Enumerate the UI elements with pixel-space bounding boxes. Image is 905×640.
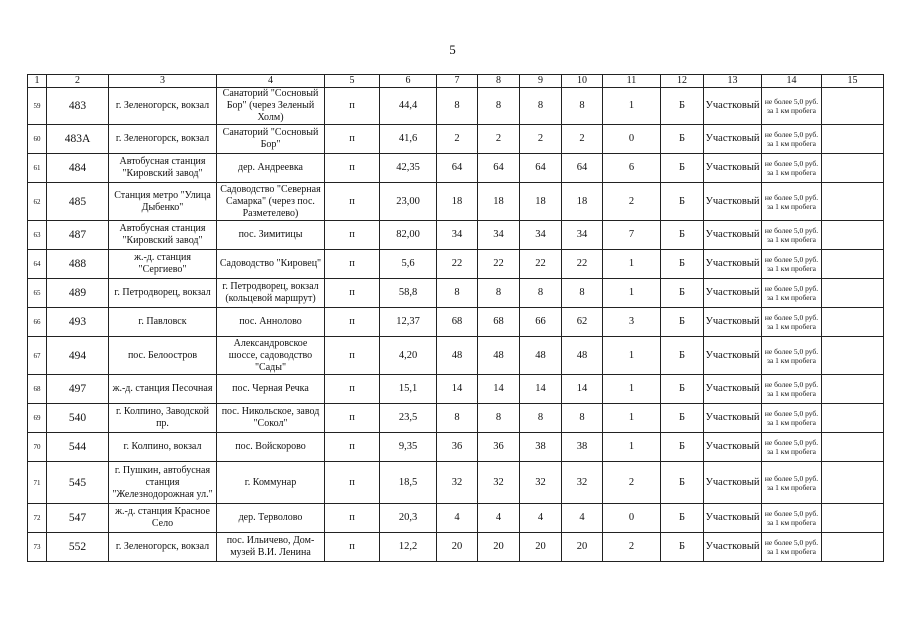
table-cell: Участковый	[704, 404, 762, 433]
table-cell: 64	[28, 250, 47, 279]
table-cell: не более 5,0 руб. за 1 км пробега	[762, 125, 822, 154]
table-cell: 18	[520, 183, 562, 221]
table-cell: 2	[603, 183, 661, 221]
table-cell: 488	[47, 250, 109, 279]
table-cell: 8	[437, 279, 478, 308]
table-cell: 4	[478, 504, 520, 533]
table-cell: Садоводство "Северная Самарка" (через пос. Разметелево)	[217, 183, 325, 221]
table-cell	[822, 504, 884, 533]
table-cell: 2	[562, 125, 603, 154]
table-cell: 7	[603, 221, 661, 250]
table-cell: п	[325, 183, 380, 221]
table-cell: п	[325, 337, 380, 375]
header-row	[28, 75, 884, 88]
table-cell: п	[325, 125, 380, 154]
table-cell	[822, 375, 884, 404]
table-cell: 547	[47, 504, 109, 533]
table-cell: 23,00	[380, 183, 437, 221]
table-cell: 4	[562, 504, 603, 533]
table-cell: не более 5,0 руб. за 1 км пробега	[762, 279, 822, 308]
column-header-4: 4	[217, 75, 325, 88]
table-cell: Александровское шоссе, садоводство "Сады"	[217, 337, 325, 375]
table-cell: не более 5,0 руб. за 1 км пробега	[762, 404, 822, 433]
table-cell: 8	[437, 404, 478, 433]
table-cell: 493	[47, 308, 109, 337]
table-cell: 66	[520, 308, 562, 337]
column-header-8: 8	[478, 75, 520, 88]
table-cell: 20	[520, 533, 562, 562]
table-cell: 497	[47, 375, 109, 404]
table-cell: Б	[661, 375, 704, 404]
table-row	[28, 221, 884, 250]
table-cell: 18,5	[380, 462, 437, 504]
table-cell: 485	[47, 183, 109, 221]
table-cell: 0	[603, 125, 661, 154]
table-row	[28, 404, 884, 433]
table-cell: 8	[478, 88, 520, 125]
table-cell: 68	[437, 308, 478, 337]
table-cell: 64	[437, 154, 478, 183]
table-cell: 484	[47, 154, 109, 183]
column-header-5: 5	[325, 75, 380, 88]
table-cell: пос. Белоостров	[109, 337, 217, 375]
table-cell: г. Петродворец, вокзал	[109, 279, 217, 308]
table-cell	[822, 250, 884, 279]
table-cell: 540	[47, 404, 109, 433]
table-cell: п	[325, 308, 380, 337]
table-cell: г. Зеленогорск, вокзал	[109, 533, 217, 562]
table-cell: 61	[28, 154, 47, 183]
table-cell: пос. Ильичево, Дом-музей В.И. Ленина	[217, 533, 325, 562]
table-cell: Б	[661, 279, 704, 308]
table-cell: 48	[562, 337, 603, 375]
table-cell: 38	[520, 433, 562, 462]
table-cell: не более 5,0 руб. за 1 км пробега	[762, 308, 822, 337]
table-cell: Б	[661, 462, 704, 504]
column-header-10: 10	[562, 75, 603, 88]
table-cell: ж.-д. станция Красное Село	[109, 504, 217, 533]
table-cell: 5,6	[380, 250, 437, 279]
table-cell: 48	[520, 337, 562, 375]
table-cell: Участковый	[704, 279, 762, 308]
table-cell: 1	[603, 375, 661, 404]
table-cell: 34	[520, 221, 562, 250]
table-cell	[822, 337, 884, 375]
table-cell: 63	[28, 221, 47, 250]
table-cell: 483А	[47, 125, 109, 154]
table-cell: Санаторий "Сосновый Бор" (через Зеленый Холм)	[217, 88, 325, 125]
table-cell: Участковый	[704, 154, 762, 183]
table-row	[28, 337, 884, 375]
column-header-11: 11	[603, 75, 661, 88]
table-cell: не более 5,0 руб. за 1 км пробега	[762, 533, 822, 562]
table-cell: 62	[562, 308, 603, 337]
table-cell: 68	[28, 375, 47, 404]
column-header-7: 7	[437, 75, 478, 88]
table-cell: 64	[478, 154, 520, 183]
table-cell: Б	[661, 337, 704, 375]
column-header-13: 13	[704, 75, 762, 88]
table-cell: 64	[520, 154, 562, 183]
table-cell: 22	[478, 250, 520, 279]
table-cell	[822, 308, 884, 337]
table-cell: 8	[520, 88, 562, 125]
column-header-2: 2	[47, 75, 109, 88]
table-cell: г. Колпино, Заводской пр.	[109, 404, 217, 433]
table-cell: Б	[661, 183, 704, 221]
table-cell: 68	[478, 308, 520, 337]
table-cell: Садоводство "Кировец"	[217, 250, 325, 279]
table-cell: п	[325, 533, 380, 562]
table-cell: не более 5,0 руб. за 1 км пробега	[762, 337, 822, 375]
table-cell: 72	[28, 504, 47, 533]
table-row	[28, 125, 884, 154]
table-cell: п	[325, 154, 380, 183]
table-cell: 66	[28, 308, 47, 337]
table-cell: Участковый	[704, 462, 762, 504]
table-cell: 38	[562, 433, 603, 462]
table-cell: п	[325, 375, 380, 404]
table-cell	[822, 462, 884, 504]
table-cell: 8	[478, 404, 520, 433]
table-cell: 32	[478, 462, 520, 504]
table-cell: Станция метро "Улица Дыбенко"	[109, 183, 217, 221]
table-cell: 23,5	[380, 404, 437, 433]
table-cell	[822, 154, 884, 183]
table-cell: 36	[478, 433, 520, 462]
table-cell: 0	[603, 504, 661, 533]
table-cell: пос. Никольское, завод "Сокол"	[217, 404, 325, 433]
table-cell: 2	[603, 462, 661, 504]
table-cell: Участковый	[704, 337, 762, 375]
table-cell: 2	[520, 125, 562, 154]
table-cell: 1	[603, 250, 661, 279]
table-cell: пос. Черная Речка	[217, 375, 325, 404]
table-cell: 12,2	[380, 533, 437, 562]
table-cell: 69	[28, 404, 47, 433]
table-cell: 3	[603, 308, 661, 337]
table-cell: Участковый	[704, 88, 762, 125]
table-cell: 22	[437, 250, 478, 279]
table-row	[28, 504, 884, 533]
table-cell: ж.-д. станция "Сергиево"	[109, 250, 217, 279]
table-cell: 8	[520, 404, 562, 433]
table-cell: Б	[661, 88, 704, 125]
table-cell: не более 5,0 руб. за 1 км пробега	[762, 221, 822, 250]
table-cell	[822, 404, 884, 433]
table-cell	[822, 279, 884, 308]
table-cell: 8	[478, 279, 520, 308]
table-cell: п	[325, 504, 380, 533]
column-header-3: 3	[109, 75, 217, 88]
table-cell: 4,20	[380, 337, 437, 375]
column-header-6: 6	[380, 75, 437, 88]
table-row	[28, 88, 884, 125]
column-header-15: 15	[822, 75, 884, 88]
table-cell: г. Петродворец, вокзал (кольцевой маршрут)	[217, 279, 325, 308]
table-cell: 82,00	[380, 221, 437, 250]
table-cell: 9,35	[380, 433, 437, 462]
table-cell: 12,37	[380, 308, 437, 337]
table-cell	[822, 183, 884, 221]
table-cell: 8	[562, 279, 603, 308]
table-cell: Б	[661, 308, 704, 337]
table-cell: не более 5,0 руб. за 1 км пробега	[762, 462, 822, 504]
table-cell: Санаторий "Сосновый Бор"	[217, 125, 325, 154]
table-cell: г. Колпино, вокзал	[109, 433, 217, 462]
table-cell: 64	[562, 154, 603, 183]
table-cell: 1	[603, 404, 661, 433]
table-cell: дер. Андреевка	[217, 154, 325, 183]
page-number: 5	[449, 42, 456, 57]
table-cell: не более 5,0 руб. за 1 км пробега	[762, 375, 822, 404]
table-cell: Б	[661, 533, 704, 562]
table-cell: Б	[661, 154, 704, 183]
table-cell: 32	[520, 462, 562, 504]
table-row	[28, 433, 884, 462]
table-cell: 22	[520, 250, 562, 279]
table-cell: пос. Аннолово	[217, 308, 325, 337]
table-cell: 20	[478, 533, 520, 562]
table-cell: Б	[661, 221, 704, 250]
table-cell: 14	[562, 375, 603, 404]
table-cell: 59	[28, 88, 47, 125]
table-cell: 65	[28, 279, 47, 308]
table-cell: 487	[47, 221, 109, 250]
table-cell: 41,6	[380, 125, 437, 154]
table-row	[28, 183, 884, 221]
table-cell: 544	[47, 433, 109, 462]
table-cell: Б	[661, 404, 704, 433]
table-cell: 18	[437, 183, 478, 221]
table-row	[28, 533, 884, 562]
table-cell: Б	[661, 433, 704, 462]
table-cell: 18	[562, 183, 603, 221]
table-cell: п	[325, 279, 380, 308]
table-cell: 15,1	[380, 375, 437, 404]
table-cell: Участковый	[704, 125, 762, 154]
table-cell: 483	[47, 88, 109, 125]
table-cell: не более 5,0 руб. за 1 км пробега	[762, 504, 822, 533]
table-cell: 34	[478, 221, 520, 250]
table-cell: г. Пушкин, автобусная станция "Железнодорожная ул."	[109, 462, 217, 504]
table-cell: 1	[603, 433, 661, 462]
table-cell: 48	[437, 337, 478, 375]
table-cell: Б	[661, 504, 704, 533]
table-cell: г. Зеленогорск, вокзал	[109, 88, 217, 125]
table-cell: 34	[437, 221, 478, 250]
table-cell	[822, 533, 884, 562]
table-cell: 58,8	[380, 279, 437, 308]
column-header-1: 1	[28, 75, 47, 88]
table-cell: 18	[478, 183, 520, 221]
table-cell: 2	[478, 125, 520, 154]
table-cell	[822, 88, 884, 125]
table-cell: п	[325, 462, 380, 504]
table-cell: не более 5,0 руб. за 1 км пробега	[762, 433, 822, 462]
table-cell: Участковый	[704, 308, 762, 337]
table-cell: 1	[603, 337, 661, 375]
table-cell: 2	[603, 533, 661, 562]
table-cell: 6	[603, 154, 661, 183]
table-cell: 73	[28, 533, 47, 562]
table-cell: 545	[47, 462, 109, 504]
table-cell: 62	[28, 183, 47, 221]
table-cell: 44,4	[380, 88, 437, 125]
routes-table	[27, 74, 884, 562]
table-cell: Участковый	[704, 375, 762, 404]
table-cell: 14	[478, 375, 520, 404]
table-cell: 14	[437, 375, 478, 404]
table-cell: 36	[437, 433, 478, 462]
table-cell: Участковый	[704, 250, 762, 279]
table-cell: г. Павловск	[109, 308, 217, 337]
table-row	[28, 279, 884, 308]
table-row	[28, 375, 884, 404]
table-cell: 48	[478, 337, 520, 375]
table-cell: 8	[562, 404, 603, 433]
table-cell: ж.-д. станция Песочная	[109, 375, 217, 404]
table-cell: 552	[47, 533, 109, 562]
table-cell: 14	[520, 375, 562, 404]
table-cell: 4	[520, 504, 562, 533]
table-cell: 32	[437, 462, 478, 504]
table-cell: 20	[562, 533, 603, 562]
table-cell: Б	[661, 125, 704, 154]
table-cell: Участковый	[704, 433, 762, 462]
table-cell	[822, 125, 884, 154]
table-cell: г. Коммунар	[217, 462, 325, 504]
table-cell: 60	[28, 125, 47, 154]
table-cell: Автобусная станция "Кировский завод"	[109, 154, 217, 183]
table-cell: Участковый	[704, 504, 762, 533]
table-cell: 2	[437, 125, 478, 154]
column-header-12: 12	[661, 75, 704, 88]
table-cell: пос. Зимитицы	[217, 221, 325, 250]
table-cell	[822, 433, 884, 462]
table-cell: п	[325, 88, 380, 125]
table-row	[28, 308, 884, 337]
table-cell: 1	[603, 88, 661, 125]
table-cell: 489	[47, 279, 109, 308]
table-cell: Участковый	[704, 183, 762, 221]
table-row	[28, 250, 884, 279]
table-cell: пос. Войскорово	[217, 433, 325, 462]
table-cell: п	[325, 221, 380, 250]
table-cell: 20,3	[380, 504, 437, 533]
table-cell: 34	[562, 221, 603, 250]
table-cell: Участковый	[704, 533, 762, 562]
table-cell: 71	[28, 462, 47, 504]
table-row	[28, 154, 884, 183]
table-cell: п	[325, 250, 380, 279]
table-cell: п	[325, 433, 380, 462]
table-cell: 4	[437, 504, 478, 533]
table-cell: 67	[28, 337, 47, 375]
table-cell: 32	[562, 462, 603, 504]
table-cell: 70	[28, 433, 47, 462]
table-cell: не более 5,0 руб. за 1 км пробега	[762, 250, 822, 279]
table-cell: 22	[562, 250, 603, 279]
table-cell: не более 5,0 руб. за 1 км пробега	[762, 88, 822, 125]
table-cell: 8	[437, 88, 478, 125]
table-cell: Б	[661, 250, 704, 279]
table-cell: п	[325, 404, 380, 433]
table-cell: не более 5,0 руб. за 1 км пробега	[762, 183, 822, 221]
table-cell	[822, 221, 884, 250]
table-cell: дер. Терволово	[217, 504, 325, 533]
table-cell: Участковый	[704, 221, 762, 250]
table-cell: 20	[437, 533, 478, 562]
table-cell: Автобусная станция "Кировский завод"	[109, 221, 217, 250]
table-cell: не более 5,0 руб. за 1 км пробега	[762, 154, 822, 183]
column-header-14: 14	[762, 75, 822, 88]
table-cell: 1	[603, 279, 661, 308]
table-cell: 8	[562, 88, 603, 125]
table-row	[28, 462, 884, 504]
table-cell: 8	[520, 279, 562, 308]
table-cell: г. Зеленогорск, вокзал	[109, 125, 217, 154]
column-header-9: 9	[520, 75, 562, 88]
table-cell: 42,35	[380, 154, 437, 183]
table-cell: 494	[47, 337, 109, 375]
